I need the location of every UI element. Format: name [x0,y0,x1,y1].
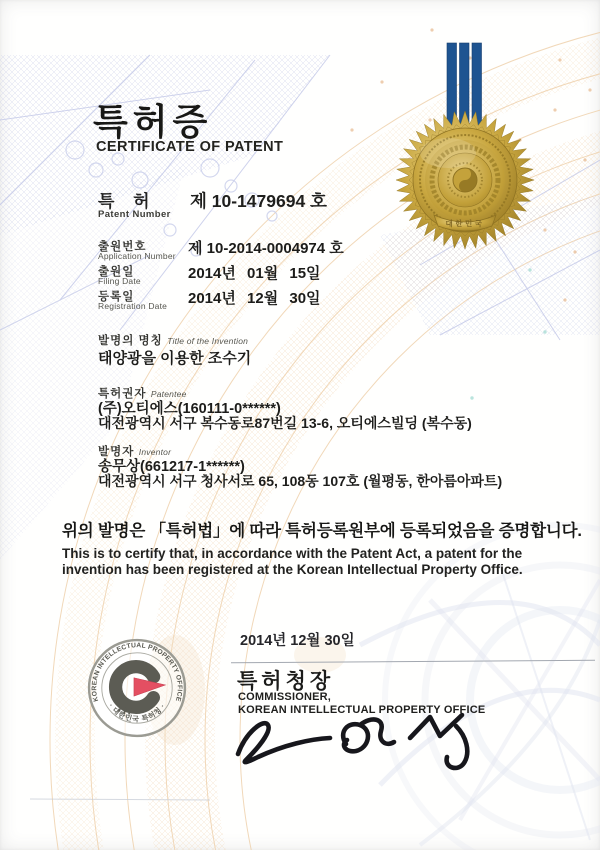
issue-date: 2014년 12월 30일 [240,633,355,649]
certification-statement-korean: 위의 발명은 「특허법」에 따라 특허등록원부에 등록되었음을 증명합니다. [62,522,582,540]
invention-title-label-en: Title of the Invention [167,336,249,346]
gold-medal-with-ribbon [390,35,550,257]
medal-banner-text: 대한민국 [445,219,485,228]
invention-title-label-ko: 발명의 명칭 [98,335,163,347]
patent-number-value: 제 10-1479694 호 [190,191,327,211]
patentee-label-ko: 특허권자 [98,388,147,400]
patentee-label-en: Patentee [150,389,187,399]
medal [396,111,534,249]
patentee-name: (주)오티에스(160111-0******) [98,401,281,417]
kipo-seal [86,637,188,739]
registration-date-value: 2014년 12월 30일 [188,290,321,307]
commissioner-title-english-2: KOREAN INTELLECTUAL PROPERTY OFFICE [238,704,486,716]
patentee-address: 대전광역시 서구 복수동로87번길 13-6, 오티에스빌딩 (복수동) [98,415,472,431]
registration-date-label-en: Registration Date [98,301,168,311]
commissioner-signature [228,708,498,790]
commissioner-title-korean: 특허청장 [237,670,335,693]
application-number-label-en: Application Number [98,251,176,261]
certificate-title-korean: 특허증 [93,101,213,142]
patent-label-english: Patent Number [98,209,171,220]
application-number-value: 제 10-2014-0004974 호 [188,240,344,257]
filing-date-label-ko: 출원일 [98,266,135,278]
seal-ring-text-korean: · 대한민국 특허청 · [106,701,168,724]
certificate-title-english: CERTIFICATE OF PATENT [96,139,284,155]
inventor-label-ko: 발명자 [98,446,135,458]
commissioner-title-english-1: COMMISSIONER, [238,691,332,703]
invention-title-value: 태양광을 이용한 조수기 [98,350,252,367]
inventor-name: 송무상(661217-1******) [98,459,245,475]
registration-date-label-ko: 등록일 [98,291,135,303]
inventor-label-en: Inventor [138,447,172,457]
filing-date-label-en: Filing Date [98,276,141,286]
certification-statement-english: This is to certify that, in accordance with the Patent Act, a patent for the invention has been registered at the Korean Intellectual Property Office. [62,546,523,578]
application-number-label-ko: 출원번호 [98,241,147,253]
inventor-address: 대전광역시 서구 청사서로 65, 108동 107호 (월평동, 한아름아파트) [98,473,503,489]
patent-label-korean: 특 허 [98,192,157,211]
filing-date-value: 2014년 01월 15일 [188,265,321,282]
seal-ring-text-english: KOREAN INTELLECTUAL PROPERTY OFFICE [91,642,183,703]
